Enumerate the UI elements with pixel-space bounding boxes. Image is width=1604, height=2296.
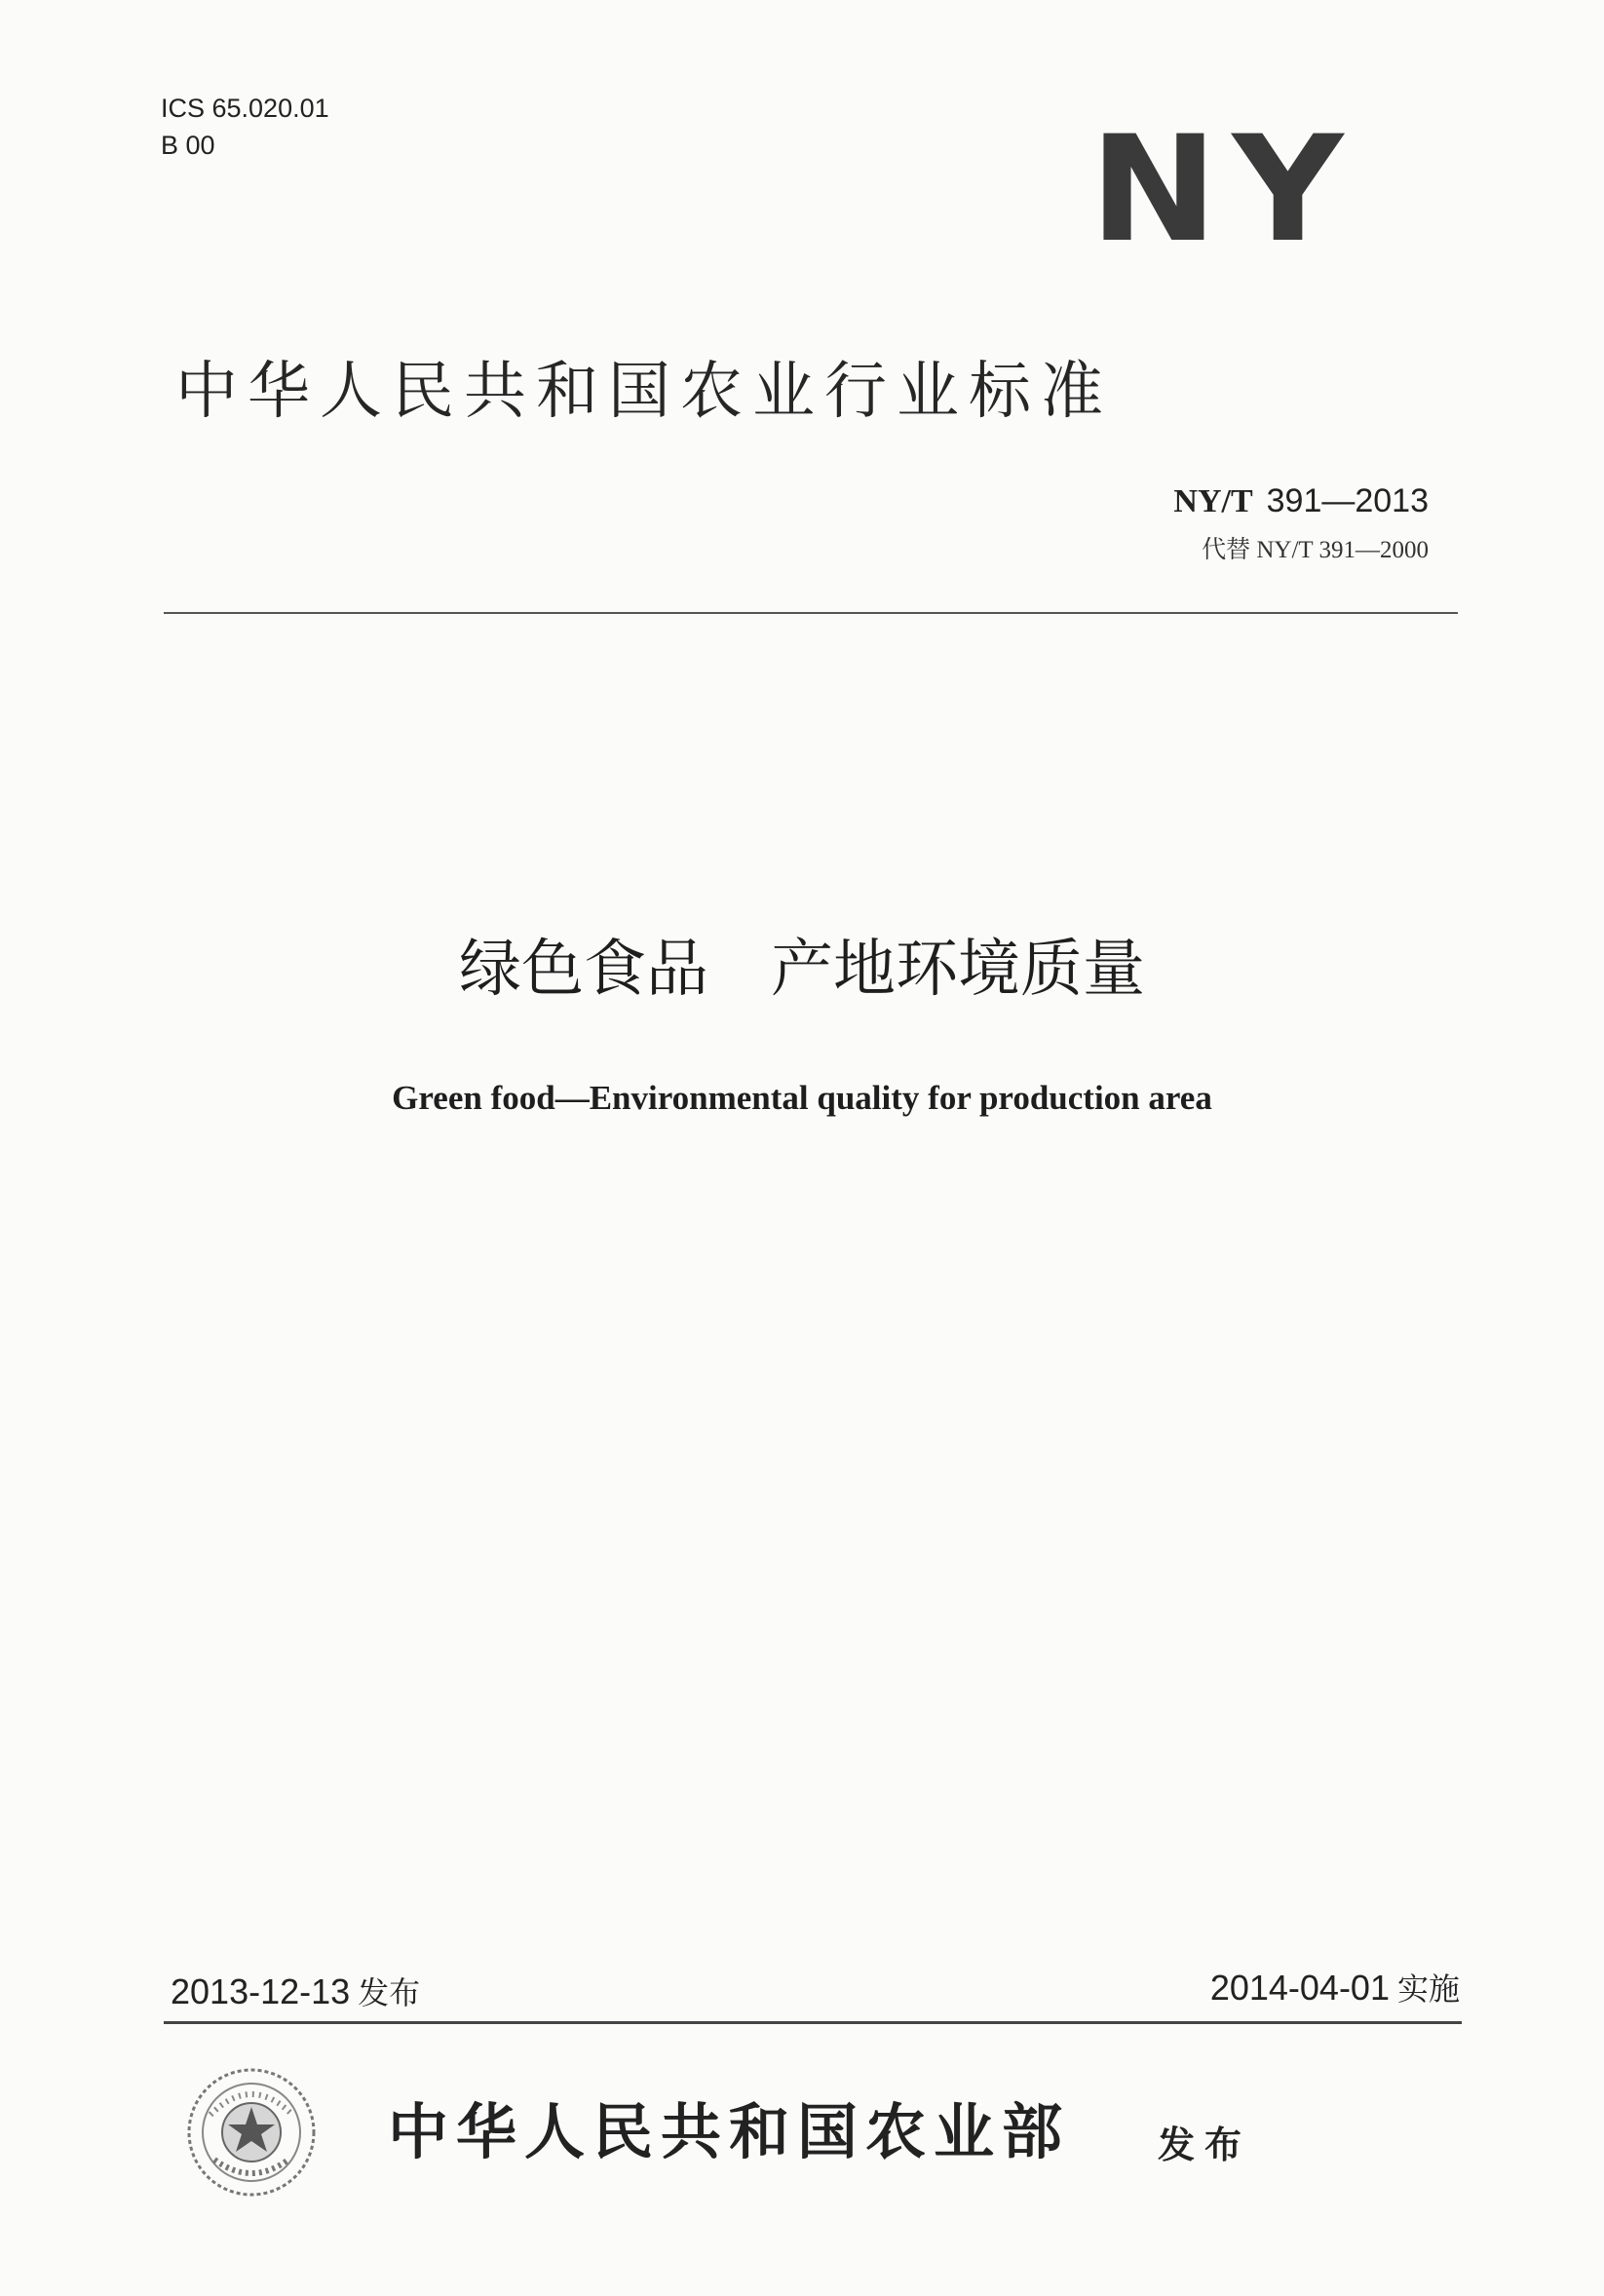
replaces-standard: 代替 NY/T 391—2000	[1202, 537, 1429, 563]
bottom-divider	[164, 2021, 1462, 2024]
standard-category-title: 中华人民共和国农业行业标准	[175, 356, 1113, 428]
top-divider	[164, 612, 1458, 614]
publisher-name: 中华人民共和国农业部	[388, 2096, 1071, 2167]
classification-codes	[161, 90, 329, 164]
implementation-date	[1210, 1965, 1460, 2012]
standard-number	[1173, 479, 1429, 523]
standard-number-prefix: NY/T	[1173, 483, 1253, 519]
issue-label: 发布	[358, 1974, 421, 2011]
ministry-seal-icon	[185, 2066, 318, 2199]
publish-label: 发布	[1158, 2123, 1252, 2166]
issue-date	[171, 1969, 420, 2016]
document-title-chinese: 绿色食品 产地环境质量	[459, 934, 1145, 1006]
implementation-label: 实施	[1396, 1971, 1460, 2008]
ny-logo: NY	[1089, 105, 1358, 275]
document-title-english: Green food—Environmental quality for production area	[392, 1079, 1212, 1117]
issue-date-value: 2013-12-13	[171, 1971, 351, 2011]
ics-code: ICS 65.020.01	[161, 94, 329, 123]
standard-number-value: 391—2013	[1266, 482, 1429, 519]
implementation-date-value: 2014-04-01	[1209, 1968, 1390, 2008]
ccs-code: B 00	[161, 131, 215, 160]
